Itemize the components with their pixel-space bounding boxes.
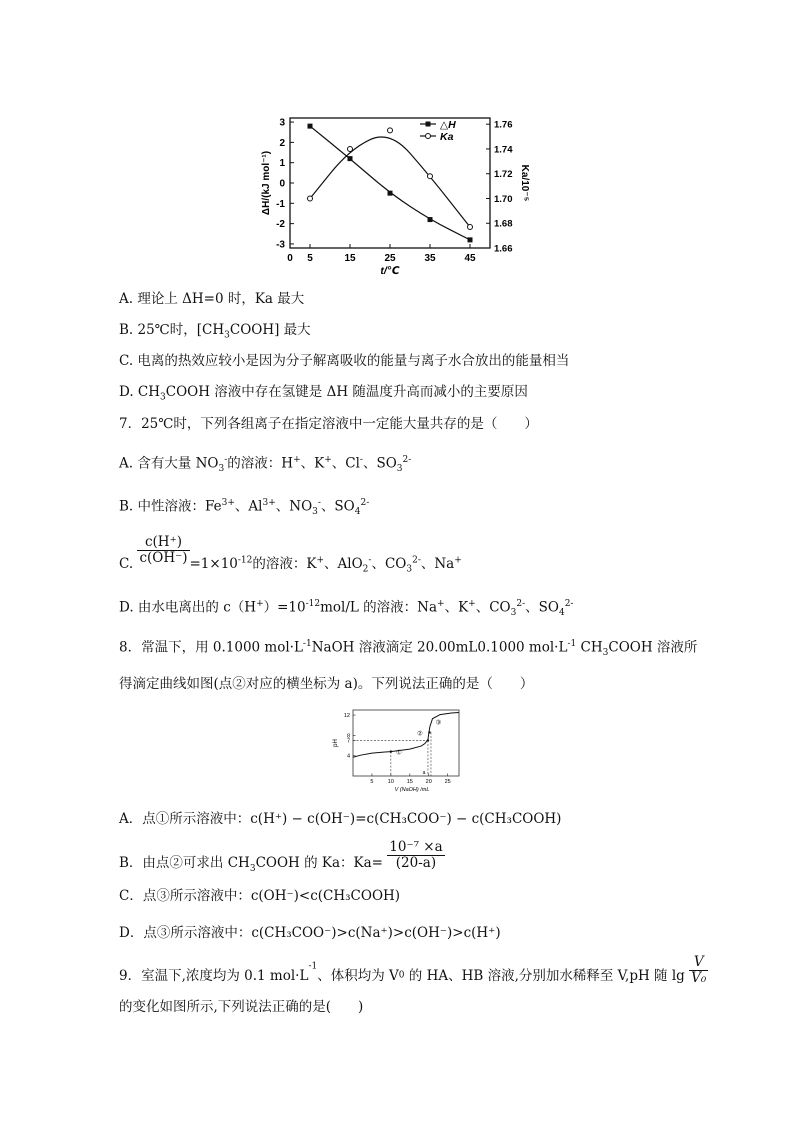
legend-label-0: △H xyxy=(440,119,456,131)
q6-option-a: A. 理论上 ΔH=0 时，Ka 最大 xyxy=(119,291,305,307)
y-left-tick-label-1: 2 xyxy=(279,137,285,149)
x-tick-label-4: 25 xyxy=(444,779,451,785)
y-tick-label-0: 12 xyxy=(343,713,350,720)
y-left-tick-label-2: 1 xyxy=(279,158,285,170)
q7-stem: 7．25℃时，下列各组离子在指定溶液中一定能大量共存的是（ ） xyxy=(119,416,538,432)
y-right-tick-label-3: 1.70 xyxy=(494,193,513,205)
y-right-tick-label-4: 1.68 xyxy=(494,218,513,230)
titration-chart-svg xyxy=(325,706,465,796)
legend-marker-1 xyxy=(426,134,431,139)
q6-option-c: C. 电离的热效应较小是因为分子解离吸收的能量与离子水合放出的能量相当 xyxy=(119,353,570,369)
point-3-marker xyxy=(428,731,430,733)
q8-option-a: A．点①所示溶液中：c(H⁺) − c(OH⁻)=c(CH₃COO⁻) − c(CH₃COOH) xyxy=(119,811,562,827)
x-tick-label-4: 35 xyxy=(424,253,436,264)
series-1-point-4 xyxy=(468,224,473,229)
q8-option-d: D．点③所示溶液中：c(CH₃COO⁻)>c(Na⁺)>c(OH⁻)>c(H⁺) xyxy=(119,925,501,941)
x-tick-label-2: 15 xyxy=(344,253,356,264)
point-2-label: ② xyxy=(417,730,423,738)
series-1-point-2 xyxy=(388,128,393,133)
titration-chart xyxy=(325,706,465,796)
q9-stem-line2: 的变化如图所示,下列说法正确的是( ) xyxy=(119,999,364,1015)
y-axis-label: pH xyxy=(333,739,339,747)
x-tick-label-3: 25 xyxy=(384,253,396,264)
q8-stem-line2: 得滴定曲线如图(点②对应的横坐标为 a)。下列说法正确的是（ ） xyxy=(119,676,534,692)
q9-fraction xyxy=(689,955,708,986)
q8-option-c: C．点③所示溶液中：c(OH⁻)<c(CH₃COOH) xyxy=(119,888,401,904)
y-left-tick-label-6: -3 xyxy=(276,239,285,251)
titration-curve xyxy=(353,713,459,758)
x-axis-label: V (NaOH) /mL xyxy=(394,787,430,793)
q8-b-denominator: (20-a) xyxy=(395,854,437,871)
series-0-point-4 xyxy=(468,237,473,242)
series-line-1 xyxy=(310,137,470,227)
point-2-marker xyxy=(427,739,429,741)
q7-option-c: C. $\frac{c(H^+)}{c(OH^-)}$ $=1\times 10^{-12}$的溶液：K+、AlO$_2$-、$CO_3^{2-}$、Na+ xyxy=(119,534,462,575)
x-tick-label-0: 5 xyxy=(370,779,374,785)
series-0-point-0 xyxy=(308,124,313,129)
q7-option-d: D. 由水电离出的 $c(H^+)=10^{-12}mol/L$ 的溶液：Na+、K+、$CO_3^{2-}$、$SO_4^{2-}$ xyxy=(119,599,574,619)
legend-marker-0 xyxy=(426,122,431,127)
q8-option-b: B．由点②可求出 $CH_3COOH$ 的 Ka：Ka= $\frac{\text{10⁻⁷ ×a}}{(20-a)}$ xyxy=(119,839,443,874)
plot-frame xyxy=(353,710,459,776)
y-right-tick-label-0: 1.76 xyxy=(494,119,513,131)
y-left-tick-label-0: 3 xyxy=(279,117,285,129)
series-0-point-1 xyxy=(348,156,353,161)
plot-frame xyxy=(290,118,490,248)
y-right-tick-label-2: 1.72 xyxy=(494,169,513,181)
y-left-axis-label: ΔH/(kJ mol⁻¹) xyxy=(261,150,272,216)
y-tick-label-1: 8 xyxy=(346,733,350,740)
x-tick-label-5: 45 xyxy=(464,253,476,264)
y-right-tick-label-1: 1.74 xyxy=(494,144,513,156)
q8-b-fraction xyxy=(387,840,444,871)
x-tick-label-1: 5 xyxy=(307,253,313,264)
series-1-point-1 xyxy=(348,146,353,151)
q9-stem-line1: 9．室温下,浓度均为 0.1 $mol\cdot L^{-1}$、体积均为 $V_0$ 的 HA、HB 溶液,分别加水稀释至 V,pH 随 lg $\frac{V}{\text{V₀}}$ xyxy=(119,954,707,986)
x-tick-label-0: 0 xyxy=(287,253,293,264)
y-left-tick-label-5: -2 xyxy=(276,219,285,231)
point-3-label: ③ xyxy=(435,719,442,727)
series-line-0 xyxy=(310,126,470,240)
y-left-tick-label-4: -1 xyxy=(276,198,285,210)
series-0-point-2 xyxy=(388,191,393,196)
series-1-point-0 xyxy=(308,196,313,201)
point-1-label: ① xyxy=(395,749,402,757)
q7-c-numerator: c(H⁺) xyxy=(137,535,189,551)
y-right-tick-label-5: 1.66 xyxy=(494,243,513,255)
x-tick-label-3: 20 xyxy=(425,779,432,785)
dh-ka-chart xyxy=(258,108,528,278)
q6-option-b: B. 25℃时，$[CH_3COOH]$ 最大 xyxy=(119,322,311,341)
y-right-axis-label: Ka/10⁻⁵ xyxy=(519,164,530,202)
q6-option-d: D. $CH_3COOH$ 溶液中存在氢键是 ΔH 随温度升高而减小的主要原因 xyxy=(119,384,528,403)
legend-label-1: Ka xyxy=(440,131,454,143)
series-0-point-3 xyxy=(428,217,433,222)
y-tick-label-2: 7 xyxy=(346,738,350,745)
q7-c-fraction xyxy=(137,535,189,566)
y-left-tick-label-3: 0 xyxy=(279,178,285,190)
guide-label-a: a xyxy=(422,770,426,776)
q9-numerator: V xyxy=(689,955,708,971)
q7-option-a: A. 含有大量 $NO_3^-$的溶液：H+、K+、Cl-、$SO_3^{2-}$ xyxy=(119,455,412,475)
x-tick-label-1: 10 xyxy=(387,779,394,785)
q7-option-b: B. 中性溶液：$Fe^{3+}$、$Al^{3+}$、$NO_3^-$、$SO_4^{2-}$ xyxy=(119,498,370,518)
series-1-point-3 xyxy=(428,174,433,179)
q8-stem-line1: 8．常温下，用 0.1000 $mol\cdot L^{-1}NaOH$ 溶液滴定 20.00mL0.1000 $mol\cdot L^{-1}$ $CH_3COOH$ 溶液所 xyxy=(119,639,698,659)
q8-b-numerator: 10⁻⁷ ×a xyxy=(389,839,443,855)
y-tick-label-3: 4 xyxy=(346,753,350,760)
q7-c-denominator: c(OH⁻) xyxy=(139,549,188,566)
q9-denominator: V₀ xyxy=(691,969,707,986)
x-axis-label: t/℃ xyxy=(380,265,400,277)
x-tick-label-2: 15 xyxy=(406,779,413,785)
point-1-marker xyxy=(390,750,392,752)
dh-ka-chart-svg xyxy=(258,108,528,278)
